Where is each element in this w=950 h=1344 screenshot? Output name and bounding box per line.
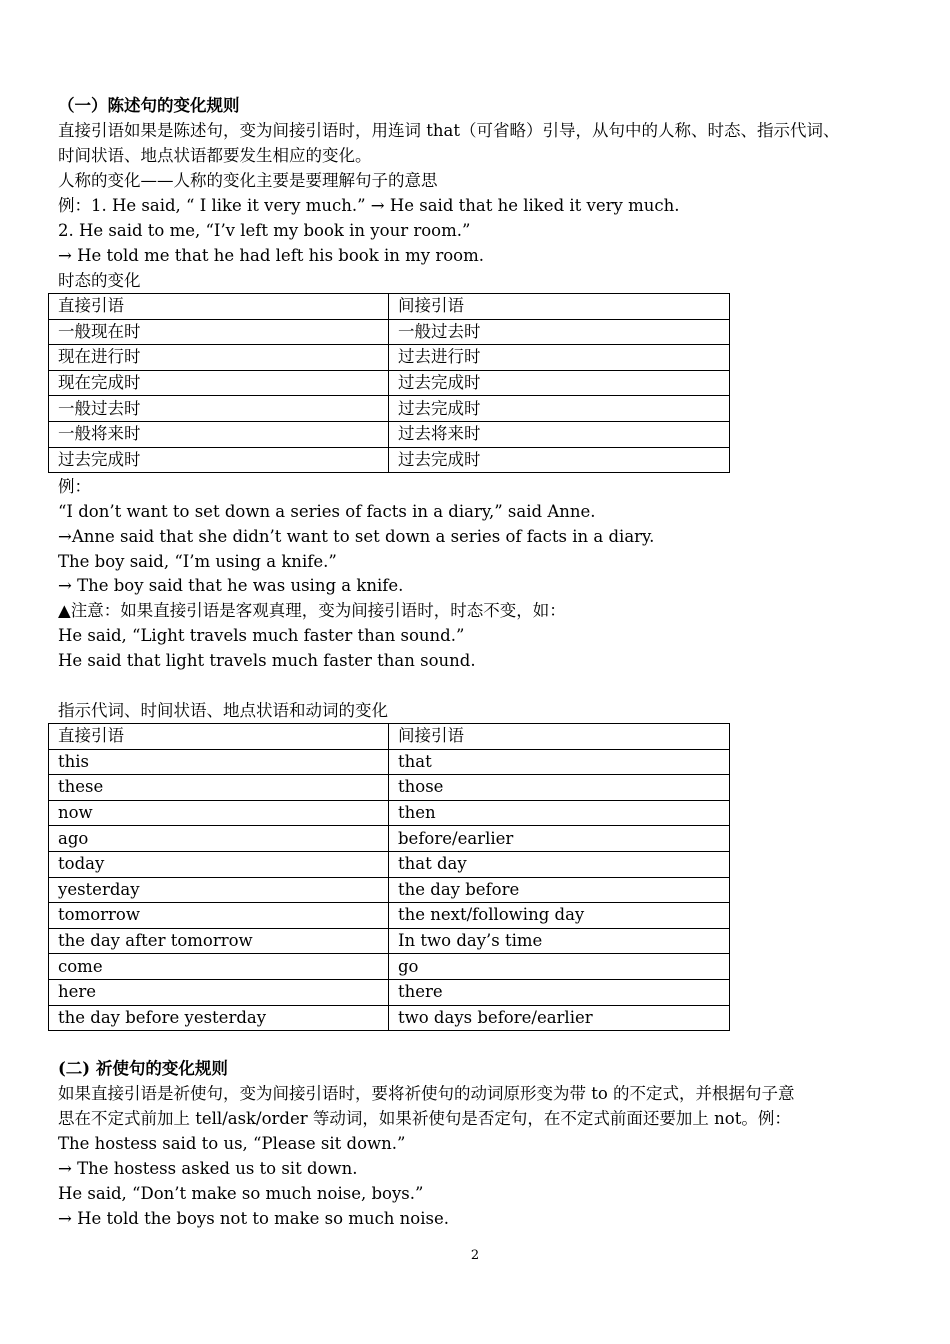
section2-example-2-result: → He told the boys not to make so much noise. [58, 1209, 449, 1228]
indirect-speech-cell: there [389, 979, 730, 1005]
direct-speech-cell: 现在完成时 [49, 370, 389, 396]
example-label: 例： [58, 477, 91, 496]
direct-speech-cell: 一般将来时 [49, 421, 389, 447]
indirect-speech-cell: 过去将来时 [389, 421, 730, 447]
section2-intro-line2: 思在不定式前加上 tell/ask/order 等动词，如果祈使句是否定句，在不定式前面还要加上 not。例： [58, 1109, 791, 1128]
indirect-speech-cell: then [389, 800, 730, 826]
indirect-speech-cell: 一般过去时 [389, 319, 730, 345]
indirect-speech-cell: 过去进行时 [389, 345, 730, 371]
direct-speech-cell: 现在进行时 [49, 345, 389, 371]
table-row [49, 800, 730, 826]
indirect-speech-cell: 过去完成时 [389, 396, 730, 422]
section1-intro-line1: 直接引语如果是陈述句，变为间接引语时，用连词 that（可省略）引导，从句中的人称、时态、指示代词、 [58, 121, 840, 140]
direct-speech-cell: 直接引语 [49, 724, 389, 750]
direct-speech-cell: tomorrow [49, 903, 389, 929]
example-2-result: → He told me that he had left his book in my room. [58, 246, 484, 265]
indirect-speech-cell: 过去完成时 [389, 447, 730, 473]
section2-example-2: He said, “Don’t make so much noise, boys.” [58, 1184, 424, 1203]
indirect-speech-cell: two days before/earlier [389, 1005, 730, 1031]
direct-speech-cell: 过去完成时 [49, 447, 389, 473]
example-3: “I don’t want to set down a series of facts in a diary,” said Anne. [58, 502, 596, 521]
table-row [49, 928, 730, 954]
tense-change-title: 时态的变化 [58, 271, 141, 290]
example-4: The boy said, “I’m using a knife.” [58, 552, 337, 571]
indirect-speech-cell: In two day’s time [389, 928, 730, 954]
table-header-row [49, 724, 730, 750]
table-row [49, 345, 730, 371]
table-row [49, 319, 730, 345]
table-row [49, 421, 730, 447]
table-row [49, 903, 730, 929]
table-row [49, 851, 730, 877]
direct-speech-cell: these [49, 775, 389, 801]
table-row [49, 749, 730, 775]
indirect-speech-cell: before/earlier [389, 826, 730, 852]
table-row [49, 826, 730, 852]
example-5-result: He said that light travels much faster than sound. [58, 651, 476, 670]
direct-speech-cell: today [49, 851, 389, 877]
example-5: He said, “Light travels much faster than sound.” [58, 626, 465, 645]
example-1: 例：1. He said, “ I like it very much.” → He said that he liked it very much. [58, 196, 680, 215]
direct-speech-cell: this [49, 749, 389, 775]
demonstrative-change-title: 指示代词、时间状语、地点状语和动词的变化 [58, 701, 388, 720]
indirect-speech-cell: that [389, 749, 730, 775]
direct-speech-cell: the day after tomorrow [49, 928, 389, 954]
table-row [49, 954, 730, 980]
section2-example-1: The hostess said to us, “Please sit down.” [58, 1134, 406, 1153]
table-header-row [49, 294, 730, 320]
example-2: 2. He said to me, “I’v left my book in your room.” [58, 221, 471, 240]
page-number: 2 [470, 1248, 480, 1263]
person-change-title: 人称的变化——人称的变化主要是要理解句子的意思 [58, 171, 438, 190]
indirect-speech-cell: go [389, 954, 730, 980]
section2-example-1-result: → The hostess asked us to sit down. [58, 1159, 358, 1178]
example-4-result: → The boy said that he was using a knife. [58, 576, 404, 595]
indirect-speech-cell: that day [389, 851, 730, 877]
section2-heading: (二) 祈使句的变化规则 [58, 1059, 228, 1078]
table-row [49, 447, 730, 473]
indirect-speech-cell: those [389, 775, 730, 801]
direct-speech-cell: now [49, 800, 389, 826]
table-row [49, 775, 730, 801]
table-row [49, 877, 730, 903]
table-row [49, 1005, 730, 1031]
demonstrative-table [48, 723, 730, 1031]
direct-speech-cell: here [49, 979, 389, 1005]
direct-speech-cell: come [49, 954, 389, 980]
direct-speech-cell: the day before yesterday [49, 1005, 389, 1031]
direct-speech-cell: 一般过去时 [49, 396, 389, 422]
indirect-speech-cell: 间接引语 [389, 294, 730, 320]
direct-speech-cell: 一般现在时 [49, 319, 389, 345]
indirect-speech-cell: 过去完成时 [389, 370, 730, 396]
direct-speech-cell: 直接引语 [49, 294, 389, 320]
direct-speech-cell: yesterday [49, 877, 389, 903]
indirect-speech-cell: 间接引语 [389, 724, 730, 750]
table-row [49, 396, 730, 422]
section1-intro-line2: 时间状语、地点状语都要发生相应的变化。 [58, 146, 372, 165]
section2-intro-line1: 如果直接引语是祈使句，变为间接引语时，要将祈使句的动词原形变为带 to 的不定式，并根据句子意 [58, 1084, 795, 1103]
section1-heading: （一）陈述句的变化规则 [58, 96, 240, 115]
tense-table [48, 293, 730, 473]
table-row [49, 370, 730, 396]
indirect-speech-cell: the next/following day [389, 903, 730, 929]
direct-speech-cell: ago [49, 826, 389, 852]
example-3-result: →Anne said that she didn’t want to set down a series of facts in a diary. [58, 527, 655, 546]
table-row [49, 979, 730, 1005]
indirect-speech-cell: the day before [389, 877, 730, 903]
note: ▲注意：如果直接引语是客观真理，变为间接引语时，时态不变，如： [58, 601, 566, 620]
